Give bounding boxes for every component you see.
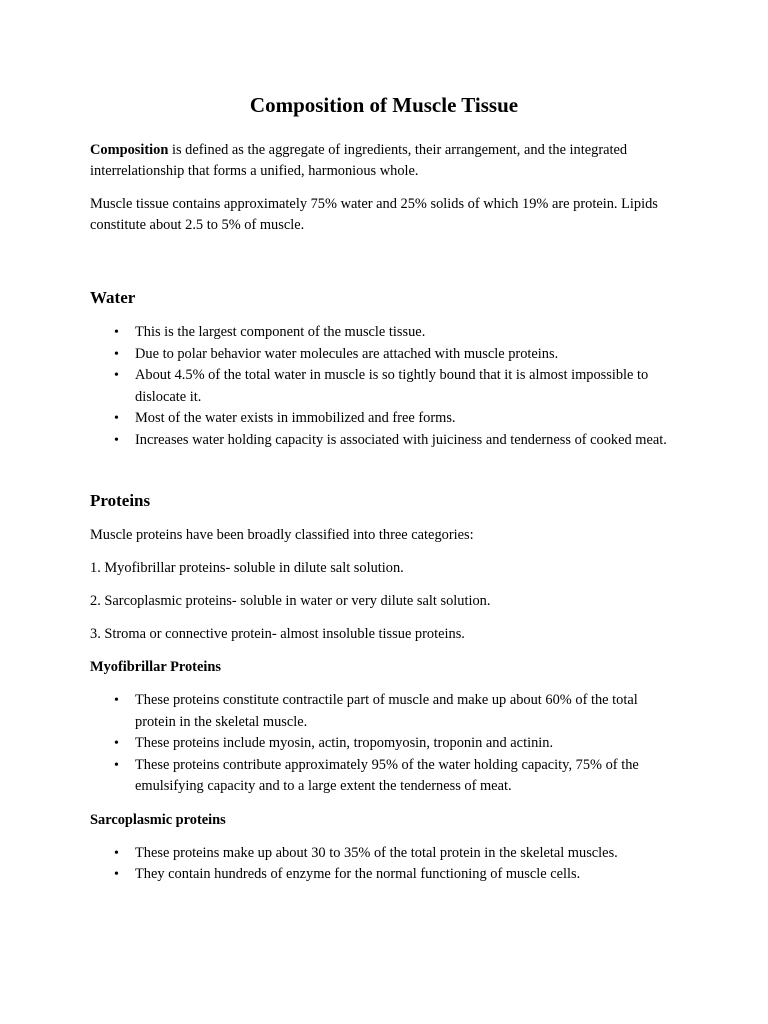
- proteins-section: [90, 489, 678, 886]
- water-bullet: • About 4.5% of the total water in muscle is so tightly bound that it is almost impossible to dislocate it.: [135, 365, 678, 408]
- myofibrillar-bullet: • These proteins constitute contractile part of muscle and make up about 60% of the total protein in the skeletal muscle.: [135, 690, 678, 733]
- composition-term: Composition: [90, 142, 169, 158]
- myofibrillar-heading: Myofibrillar Proteins: [90, 659, 221, 675]
- water-bullet-list: [90, 322, 678, 451]
- water-bullet: • Most of the water exists in immobilized and free forms.: [135, 408, 678, 430]
- sarcoplasmic-bullet: • They contain hundreds of enzyme for the normal functioning of muscle cells.: [135, 864, 678, 886]
- composition-definition: [90, 140, 678, 182]
- page-title: Composition of Muscle Tissue: [249, 93, 519, 117]
- water-bullet: • Increases water holding capacity is associated with juiciness and tenderness of cooked meat.: [135, 430, 678, 452]
- proteins-heading: Proteins: [90, 491, 151, 510]
- sarcoplasmic-bullet: • These proteins make up about 30 to 35% of the total protein in the skeletal muscles.: [135, 843, 678, 865]
- water-section: [90, 286, 678, 451]
- protein-category: 1. Myofibrillar proteins- soluble in dilute salt solution.: [90, 560, 404, 576]
- water-bullet: • Due to polar behavior water molecules are attached with muscle proteins.: [135, 344, 678, 366]
- muscle-composition-paragraph: Muscle tissue contains approximately 75% water and 25% solids of which 19% are protein. Lipids constitute about 2.5 to 5% of muscle.: [90, 196, 658, 233]
- composition-definition-text: is defined as the aggregate of ingredients, their arrangement, and the integrated interrelationship that forms a unified, harmonious whole.: [90, 142, 628, 179]
- water-heading: Water: [90, 288, 136, 307]
- proteins-intro: Muscle proteins have been broadly classified into three categories:: [90, 527, 474, 543]
- myofibrillar-bullet: • These proteins include myosin, actin, tropomyosin, troponin and actinin.: [135, 733, 678, 755]
- sarcoplasmic-heading: Sarcoplasmic proteins: [90, 811, 226, 828]
- protein-category: 2. Sarcoplasmic proteins- soluble in water or very dilute salt solution.: [90, 593, 491, 609]
- protein-category: 3. Stroma or connective protein- almost insoluble tissue proteins.: [90, 626, 465, 642]
- myofibrillar-bullet: • These proteins contribute approximately 95% of the water holding capacity, 75% of the emulsifying capacity and to a large extent the tenderness of meat.: [135, 755, 678, 798]
- sarcoplasmic-bullet-list: [90, 843, 678, 886]
- water-bullet: • This is the largest component of the muscle tissue.: [135, 322, 678, 344]
- myofibrillar-bullet-list: [90, 690, 678, 798]
